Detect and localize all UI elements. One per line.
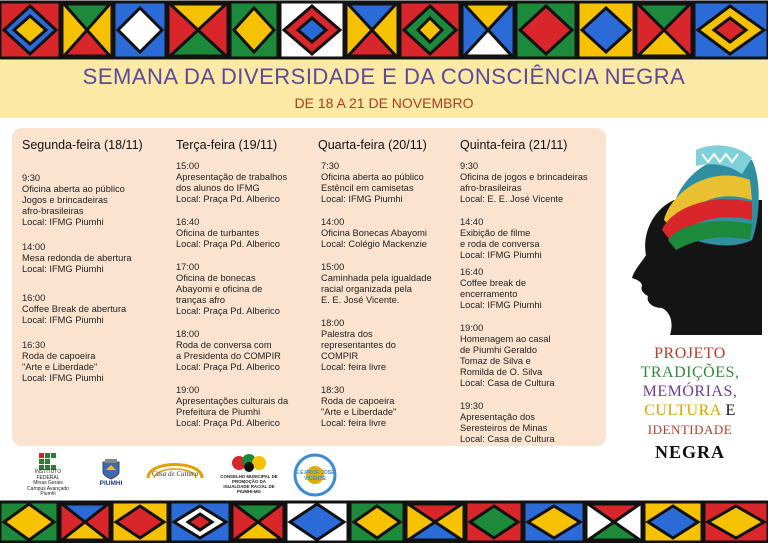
event-line: Local: feira livre xyxy=(321,418,387,428)
event-line: e roda de conversa xyxy=(460,239,540,249)
bottom-pattern-band xyxy=(0,500,768,543)
event-line: Local: IFMG Piumhi xyxy=(460,300,542,310)
event-line: representantes do xyxy=(321,340,396,350)
project-line: IDENTIDADE xyxy=(647,422,733,437)
event-line: Abayomi e oficina de xyxy=(176,284,263,294)
day-column-monday xyxy=(22,140,172,384)
event-line: Coffee Break de abertura xyxy=(22,304,127,314)
event-item xyxy=(22,340,172,384)
event-item xyxy=(321,262,458,306)
event-line: Oficina de jogos e brincadeiras xyxy=(460,172,588,182)
logo-text: PIUMHI-MG xyxy=(237,489,261,494)
event-time: 14:00 xyxy=(22,242,46,252)
event-line: Apresentação de trabalhos xyxy=(176,172,288,182)
event-item xyxy=(460,267,604,311)
page-title: SEMANA DA DIVERSIDADE E DA CONSCIÊNCIA NEGRA xyxy=(82,64,686,89)
event-line: Tomaz de Silva e xyxy=(460,356,531,366)
event-time: 14:00 xyxy=(321,217,345,227)
event-time: 19:00 xyxy=(176,385,200,395)
piumhi-logo xyxy=(86,452,136,498)
event-line: Local: IFMG Piumhi xyxy=(22,315,104,325)
project-line: E xyxy=(720,402,736,419)
event-line: Local: Praça Pd. Alberico xyxy=(176,194,280,204)
event-time: 18:30 xyxy=(321,385,345,395)
ndebele-pattern xyxy=(0,500,768,543)
event-line: Local: feira livre xyxy=(321,362,387,372)
logo-text: PROMOÇÃO DA xyxy=(232,479,266,484)
event-line: Oficina aberta ao público xyxy=(22,184,125,194)
event-line: Roda de conversa com xyxy=(176,340,272,350)
project-title xyxy=(612,344,768,462)
event-line: Local: Casa de Cultura xyxy=(460,434,555,444)
event-time: 18:00 xyxy=(176,329,200,339)
event-line: afro-brasileiras xyxy=(22,206,84,216)
event-time: 7:30 xyxy=(321,161,340,171)
logo-text: Casa de Cultura xyxy=(151,470,199,478)
schedule-panel xyxy=(12,128,606,446)
event-item xyxy=(321,385,458,429)
logo-text: Minas Gerais xyxy=(33,480,63,486)
event-line: tranças afro xyxy=(176,295,226,305)
event-line: Caminhada pela igualdade xyxy=(321,273,432,283)
casa-de-cultura-logo xyxy=(144,452,206,498)
event-time: 19:00 xyxy=(460,323,484,333)
event-line: Romilda de O. Silva xyxy=(460,367,543,377)
event-line: Jogos e brincadeiras xyxy=(22,195,108,205)
event-time: 9:30 xyxy=(22,173,41,183)
event-line: Coffee break de xyxy=(460,278,526,288)
day-column-thursday xyxy=(460,140,604,445)
logo-text: Piumhi xyxy=(40,491,56,497)
event-item xyxy=(22,293,172,326)
logo-text: CONSELHO MUNICIPAL DE xyxy=(220,474,278,479)
event-item xyxy=(176,217,316,250)
event-line: "Arte e Liberdade" xyxy=(321,407,397,417)
event-line: COMPIR xyxy=(321,351,359,361)
day-heading: Terça-feira (19/11) xyxy=(176,138,278,152)
logo-text: INSTITUTO xyxy=(34,469,62,475)
event-line: de Piumhi Geraldo xyxy=(460,345,537,355)
top-pattern-band xyxy=(0,0,768,60)
event-item xyxy=(460,401,604,445)
event-time: 9:30 xyxy=(460,161,479,171)
logo-text: IGUALDADE RACIAL DE xyxy=(223,484,275,489)
hands-icon xyxy=(229,452,269,474)
project-line: TRADIÇÕES, xyxy=(640,364,740,381)
event-line: Homenagem ao casal xyxy=(460,334,551,344)
event-item xyxy=(321,217,458,250)
project-line: MEMÓRIAS, xyxy=(642,383,738,400)
event-time: 15:00 xyxy=(321,262,345,272)
day-heading: Quinta-feira (21/11) xyxy=(460,138,568,152)
day-column-tuesday xyxy=(176,140,316,429)
event-line: Local: Praça Pd. Alberico xyxy=(176,239,280,249)
event-line: Apresentação dos xyxy=(460,412,535,422)
event-line: racial organizada pela xyxy=(321,284,412,294)
event-line: Local: Praça Pd. Alberico xyxy=(176,418,280,428)
casa-arch-icon xyxy=(144,452,206,486)
day-heading: Segunda-feira (18/11) xyxy=(22,138,143,152)
event-item xyxy=(176,329,316,373)
event-line: Prefeitura de Piumhi xyxy=(176,407,261,417)
logo-text: PIUMHI xyxy=(99,480,123,487)
event-item xyxy=(321,161,458,205)
event-time: 19:30 xyxy=(460,401,484,411)
logo-text: Campus Avançado xyxy=(27,485,69,492)
event-time: 15:00 xyxy=(176,161,200,171)
event-time: 16:30 xyxy=(22,340,46,350)
event-line: afro-brasileiras xyxy=(460,183,522,193)
event-item xyxy=(176,385,316,429)
event-line: Local: IFMG Piumhi xyxy=(321,194,403,204)
ndebele-pattern xyxy=(0,0,768,60)
logo-text: FEDERAL xyxy=(36,474,60,481)
event-time: 17:00 xyxy=(176,262,200,272)
event-line: encerramento xyxy=(460,289,518,299)
event-line: Oficina Bonecas Abayomi xyxy=(321,228,427,238)
event-line: Local: IFMG Piumhi xyxy=(22,264,104,274)
event-item xyxy=(321,318,458,373)
event-line: Mesa redonda de abertura xyxy=(22,253,132,263)
woman-silhouette-illustration xyxy=(612,140,762,335)
event-line: Local: Praça Pd. Alberico xyxy=(176,306,280,316)
event-line: Oficina aberta ao público xyxy=(321,172,424,182)
ifmg-emblem-icon xyxy=(38,452,58,470)
event-item xyxy=(176,161,316,205)
project-line: CULTURA xyxy=(644,402,721,419)
event-item xyxy=(460,323,604,389)
day-column-wednesday xyxy=(318,140,458,429)
event-line: a Presidenta do COMPIR xyxy=(176,351,281,361)
school-logo xyxy=(292,452,338,498)
event-item xyxy=(460,161,604,205)
event-item xyxy=(176,262,316,317)
ifmg-logo xyxy=(20,452,76,498)
event-item xyxy=(22,173,172,228)
logo-text: E.E.PROF. JOSÉ VICENTE xyxy=(295,470,335,482)
event-time: 18:00 xyxy=(321,318,345,328)
event-line: Seresteiros de Minas xyxy=(460,423,548,433)
event-time: 14:40 xyxy=(460,217,484,227)
event-time: 16:00 xyxy=(22,293,46,303)
event-line: Apresentações culturais da xyxy=(176,396,289,406)
project-line: PROJETO xyxy=(654,345,726,362)
event-line: "Arte e Liberdade" xyxy=(22,362,98,372)
date-range: DE 18 A 21 DE NOVEMBRO xyxy=(294,95,474,111)
event-line: dos alunos do IFMG xyxy=(176,183,260,193)
project-line: NEGRA xyxy=(654,442,725,462)
event-line: Local: IFMG Piumhi xyxy=(22,373,104,383)
event-line: Local: IFMG Piumhi xyxy=(22,217,104,227)
event-line: Estêncil em camisetas xyxy=(321,183,414,193)
event-line: Exibição de filme xyxy=(460,228,531,238)
event-line: Oficina de bonecas xyxy=(176,273,256,283)
day-heading: Quarta-feira (20/11) xyxy=(318,138,427,152)
city-crest-icon xyxy=(99,458,123,480)
compir-logo xyxy=(214,452,284,498)
event-line: Palestra dos xyxy=(321,329,373,339)
event-time: 16:40 xyxy=(460,267,484,277)
event-line: E. E. José Vicente. xyxy=(321,295,400,305)
event-time: 16:40 xyxy=(176,217,200,227)
event-line: Local: E. E. José Vicente xyxy=(460,194,564,204)
event-line: Local: Casa de Cultura xyxy=(460,378,555,388)
event-line: Roda de capoeira xyxy=(22,351,96,361)
event-line: Local: Colégio Mackenzie xyxy=(321,239,427,249)
partner-logos xyxy=(20,452,350,498)
event-item xyxy=(460,217,604,261)
event-line: Oficina de turbantes xyxy=(176,228,260,238)
event-line: Roda de capoeira xyxy=(321,396,395,406)
event-line: Local: IFMG Piumhi xyxy=(460,250,542,260)
event-item xyxy=(22,242,172,275)
event-line: Local: Praça Pd. Alberico xyxy=(176,362,280,372)
